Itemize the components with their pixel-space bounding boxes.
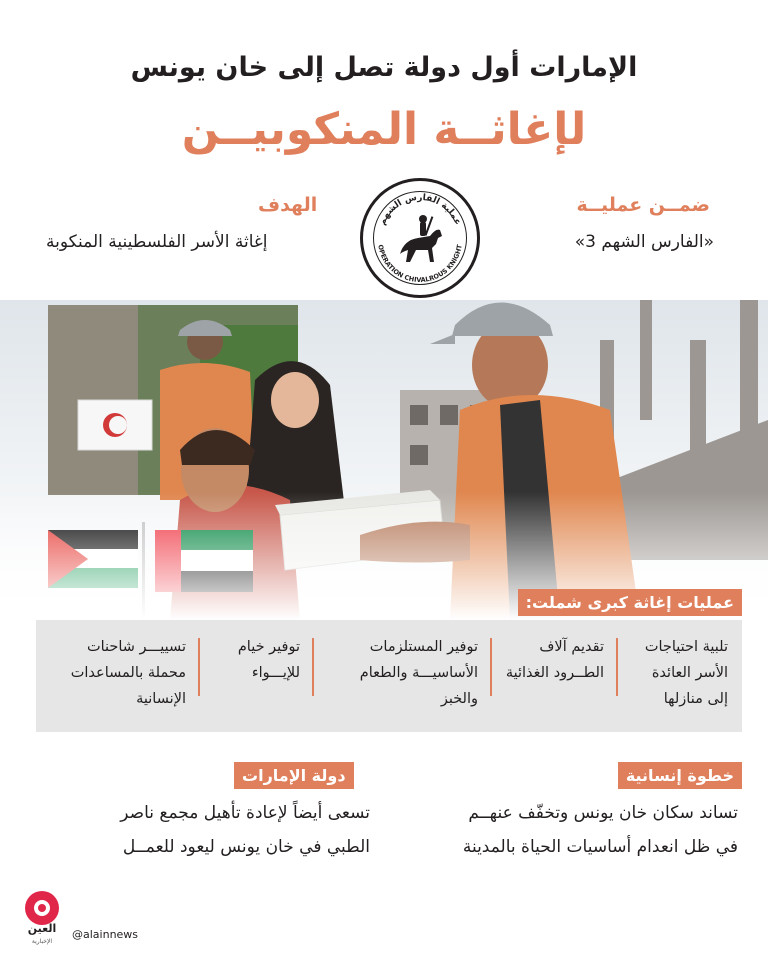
brand-subtitle: الإخبارية <box>31 938 53 945</box>
operation-seal-logo <box>360 178 480 298</box>
goal-text: إغاثة الأسر الفلسطينية المنكوبة <box>46 232 268 252</box>
ops-section-title: عمليات إغاثة كبرى شملت: <box>518 589 742 616</box>
relief-photo <box>0 300 768 620</box>
uae-text: تسعى أيضاً لإعادة تأهيل مجمع ناصر الطبي في خان يونس ليعود للعمــل <box>120 803 370 857</box>
uae-label: دولة الإمارات <box>234 762 354 789</box>
ops-item-1: تلبية احتياجات الأسر العائدة إلى منازلها <box>644 639 728 707</box>
operation-label: ضمــن عمليــة <box>576 194 710 216</box>
social-handle: @alainnews <box>72 928 139 941</box>
goal-label: الهدف <box>258 194 318 216</box>
svg-text:عملية الفارس الشهم <box>378 193 463 227</box>
ops-item-2: تقديم آلاف الطــرود الغذائية <box>505 639 604 681</box>
seal-text-en: OPERATION CHIVALROUS KNIGHT <box>376 243 464 285</box>
humanitarian-label: خطوة إنسانية <box>618 762 742 789</box>
headline-highlight: لإغاثــة المنكوبيــن <box>181 104 587 155</box>
knight-icon <box>400 215 442 262</box>
ops-item-3: توفير المستلزمات الأساسيـــة والطعام والخبز <box>359 639 478 707</box>
seal-text-ar: عملية الفارس الشهم <box>377 192 463 227</box>
brand-name: العين <box>27 922 57 935</box>
ops-list-box <box>36 620 742 732</box>
ops-item-4: توفير خيام للإيـــواء <box>237 639 300 681</box>
humanitarian-text: تساند سكان خان يونس وتخفّف عنهــم في ظل انعدام أساسيات الحياة بالمدينة <box>462 803 738 857</box>
operation-name: «الفارس الشهم 3» <box>574 232 714 252</box>
headline: الإمارات أول دولة تصل إلى خان يونس <box>130 52 638 83</box>
ops-item-5: تسييـــر شاحنات محملة بالمساعدات الإنسانية <box>70 639 186 707</box>
